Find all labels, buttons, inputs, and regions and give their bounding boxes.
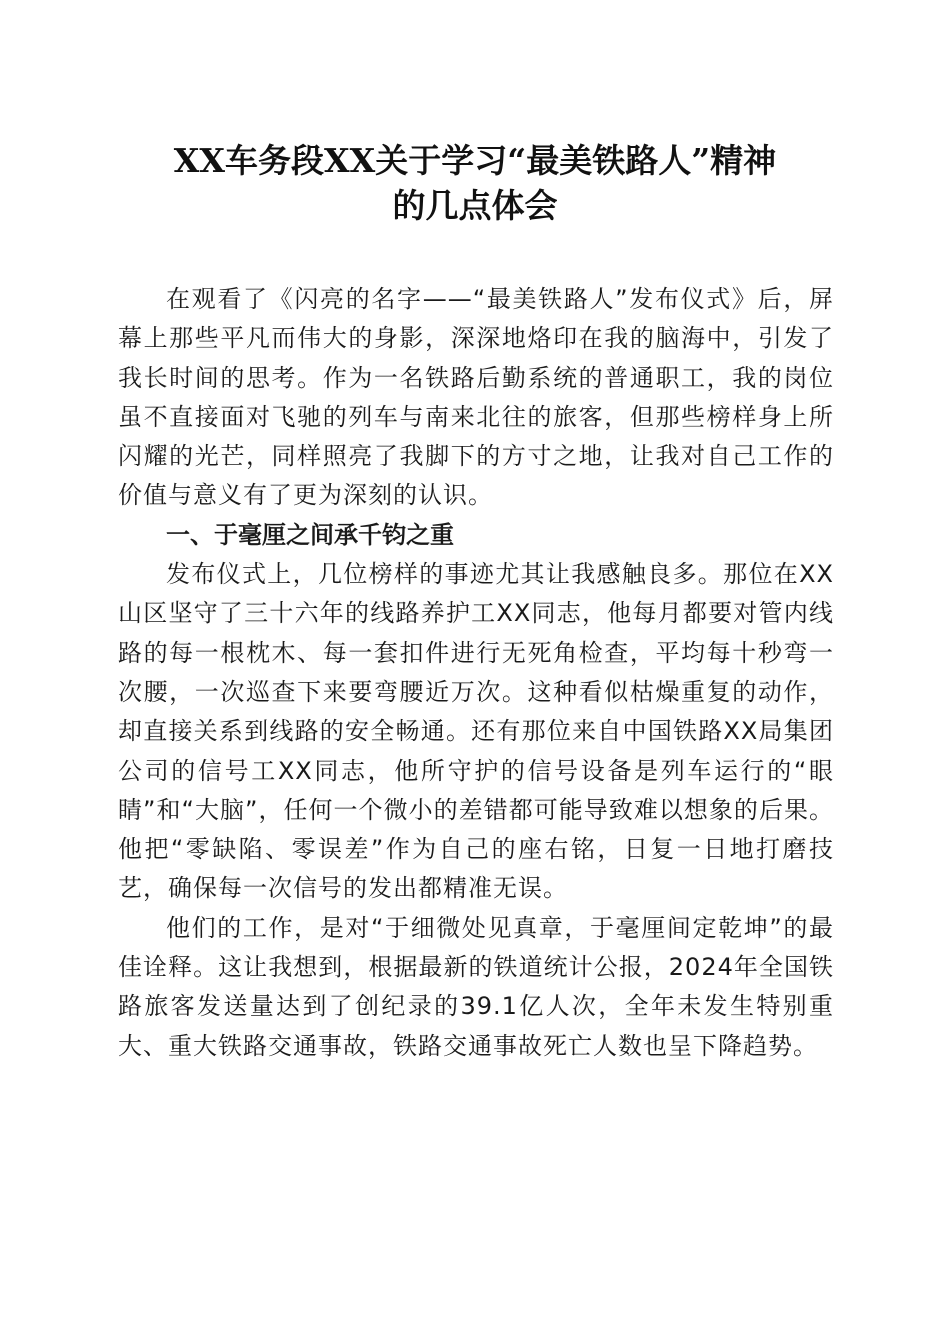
title-line-2: 的几点体会 [392, 186, 558, 225]
document-title [110, 138, 840, 228]
body-paragraph: 他们的工作，是对“于细微处见真章，于毫厘间定乾坤”的最佳诠释。这让我想到，根据最新的铁道统计公报，2024年全国铁路旅客发送量达到了创纪录的39.1亿人次，全年未发生特别重大、重大铁路交通事故，铁路交通事故死亡人数也呈下降趋势。 [118, 913, 834, 1060]
intro-paragraph: 在观看了《闪亮的名字——“最美铁路人”发布仪式》后，屏幕上那些平凡而伟大的身影，深深地烙印在我的脑海中，引发了我长时间的思考。作为一名铁路后勤系统的普通职工，我的岗位虽不直接面对飞驰的列车与南来北往的旅客，但那些榜样身上所闪耀的光芒，同样照亮了我脚下的方寸之地，让我对自己工作的价值与意义有了更为深刻的认识。 [118, 285, 834, 510]
document-body [118, 280, 834, 1066]
section-heading: 一、于毫厘之间承千钧之重 [166, 520, 454, 549]
title-line-1: XX车务段XX关于学习“最美铁路人”精神 [173, 141, 777, 180]
body-paragraph: 发布仪式上，几位榜样的事迹尤其让我感触良多。那位在XX山区坚守了三十六年的线路养护工XX同志，他每月都要对管内线路的每一根枕木、每一套扣件进行无死角检查，平均每十秒弯一次腰，一次巡查下来要弯腰近万次。这种看似枯燥重复的动作，却直接关系到线路的安全畅通。还有那位来自中国铁路XX局集团公司的信号工XX同志，他所守护的信号设备是列车运行的“眼睛”和“大脑”，任何一个微小的差错都可能导致难以想象的后果。他把“零缺陷、零误差”作为自己的座右铭，日复一日地打磨技艺，确保每一次信号的发出都精准无误。 [118, 560, 834, 903]
